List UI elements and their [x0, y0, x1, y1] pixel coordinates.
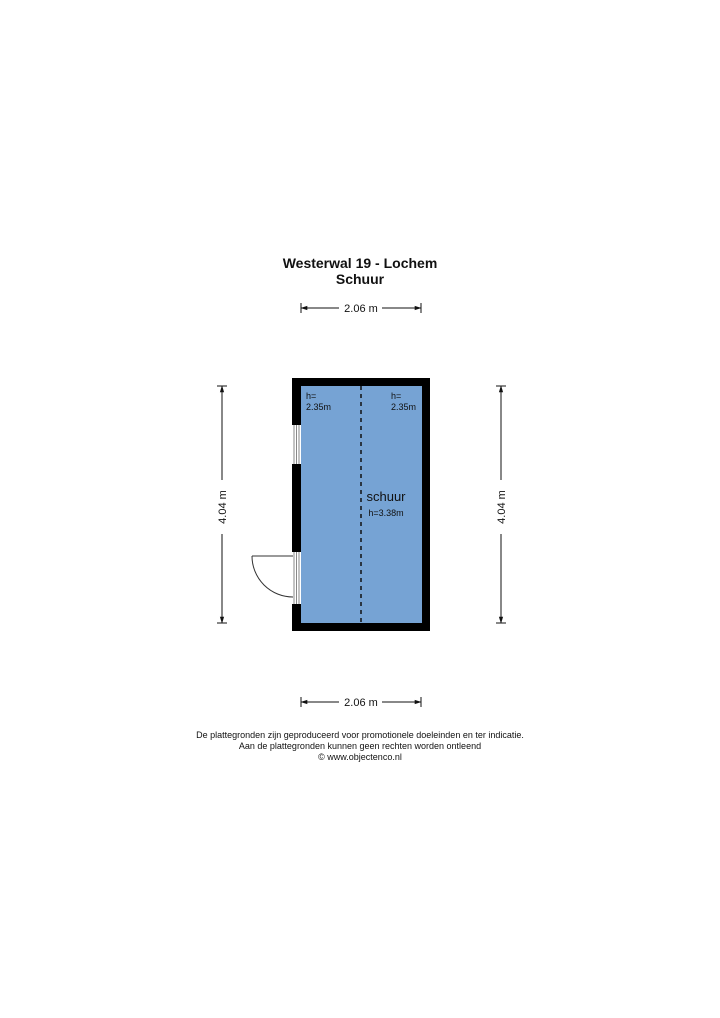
- dimension-width-top: [301, 303, 421, 315]
- disclaimer-line-2: Aan de plattegronden kunnen geen rechten worden ontleend: [238, 741, 482, 751]
- dimension-width-bottom: [301, 697, 421, 709]
- plan-title: Westerwal 19 - Lochem: [282, 255, 438, 271]
- disclaimer-line-1: De plattegronden zijn geproduceerd voor promotionele doeleinden en ter indicatie.: [196, 730, 524, 740]
- door: [252, 552, 301, 604]
- copyright-line: © www.objectenco.nl: [318, 752, 402, 762]
- room-name: schuur: [366, 489, 406, 504]
- zone-right-label-line2: 2.35m: [391, 402, 417, 412]
- dimension-label-width-top: 2.06 m: [344, 303, 378, 315]
- dimension-height-left: [217, 386, 229, 623]
- dimension-label-height-left: 4.04 m: [217, 490, 229, 524]
- dimension-label-width-bottom: 2.06 m: [344, 697, 378, 709]
- plan-subtitle: Schuur: [335, 271, 385, 287]
- zone-right-label-line1: h=: [391, 391, 402, 401]
- dimension-label-height-right: 4.04 m: [496, 490, 508, 524]
- room-height: h=3.38m: [368, 508, 404, 518]
- dimension-height-right: [496, 386, 508, 623]
- zone-left-label-line2: 2.35m: [306, 402, 332, 412]
- zone-left-label-line1: h=: [306, 391, 317, 401]
- window: [292, 425, 301, 464]
